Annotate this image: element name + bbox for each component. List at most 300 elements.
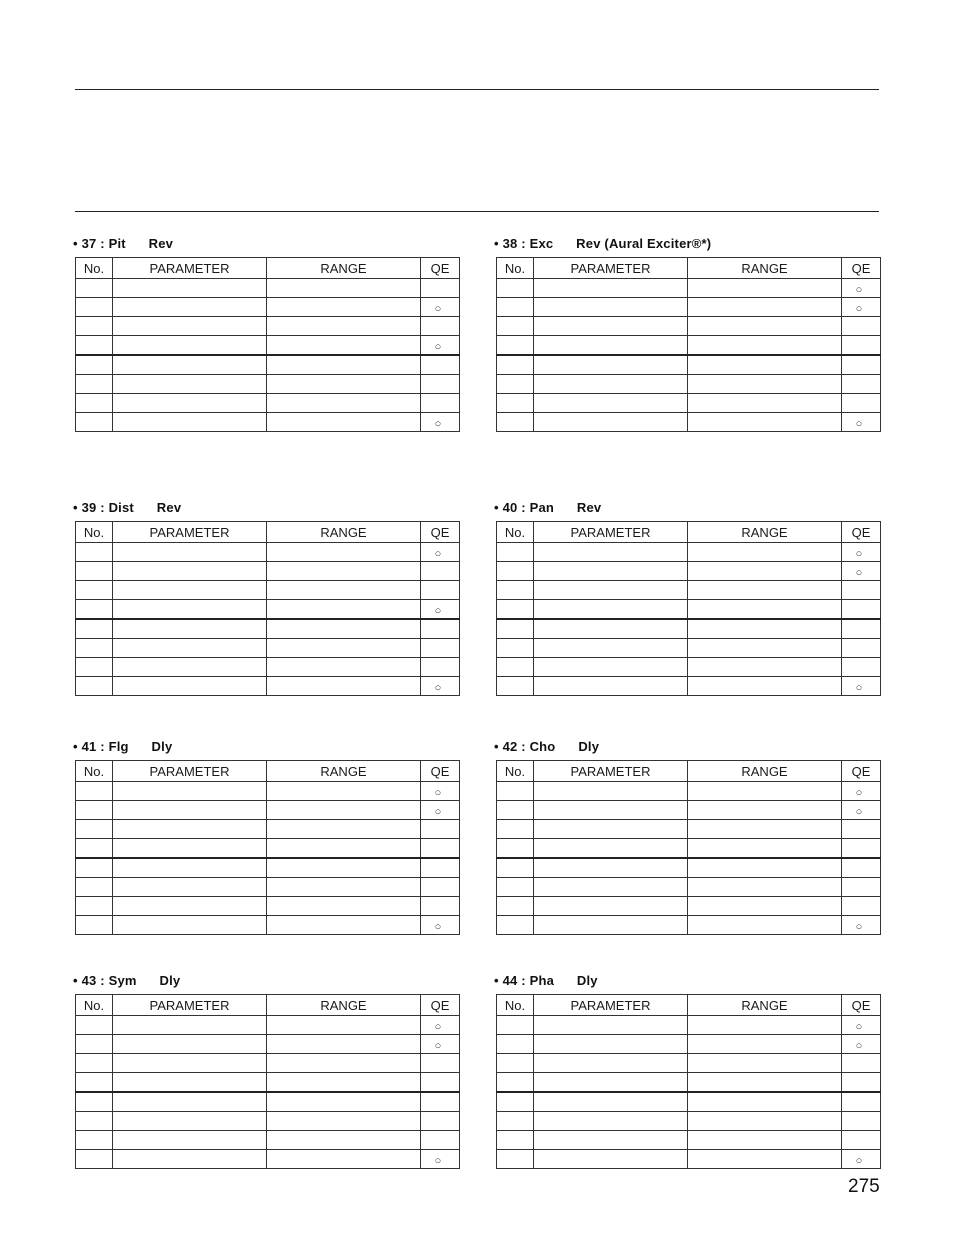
table-row — [76, 782, 460, 801]
header-qe: QE — [842, 995, 881, 1016]
cell-range — [267, 375, 421, 394]
cell-no — [497, 782, 534, 801]
cell-parameter — [534, 639, 688, 658]
cell-qe — [421, 897, 460, 916]
cell-parameter — [534, 897, 688, 916]
header-no: No. — [76, 995, 113, 1016]
cell-qe — [421, 298, 460, 317]
table-row — [497, 839, 881, 859]
cell-qe — [842, 639, 881, 658]
cell-qe — [842, 375, 881, 394]
cell-qe — [421, 279, 460, 298]
header-range: RANGE — [688, 522, 842, 543]
parameter-table — [496, 760, 881, 935]
cell-no — [76, 916, 113, 935]
cell-qe — [421, 858, 460, 878]
qe-circle-mark: ○ — [434, 920, 442, 933]
table-row — [497, 897, 881, 916]
cell-no — [497, 562, 534, 581]
table-row — [76, 581, 460, 600]
cell-no — [76, 801, 113, 820]
cell-range — [267, 1112, 421, 1131]
table-header-row — [76, 995, 460, 1016]
cell-no — [497, 619, 534, 639]
cell-qe — [842, 658, 881, 677]
cell-parameter — [113, 639, 267, 658]
cell-range — [688, 336, 842, 356]
parameter-table — [496, 994, 881, 1169]
parameter-table — [75, 994, 460, 1169]
qe-circle-mark: ○ — [855, 283, 863, 296]
cell-parameter — [113, 782, 267, 801]
table-row — [76, 801, 460, 820]
cell-no — [497, 677, 534, 696]
qe-circle-mark: ○ — [855, 920, 863, 933]
cell-parameter — [113, 897, 267, 916]
cell-no — [76, 543, 113, 562]
cell-range — [688, 279, 842, 298]
second-rule — [75, 211, 879, 212]
header-range: RANGE — [267, 522, 421, 543]
cell-qe — [421, 801, 460, 820]
cell-qe — [842, 298, 881, 317]
table-row — [497, 1054, 881, 1073]
cell-parameter — [113, 820, 267, 839]
table-title: • 39 : Dist Rev — [73, 500, 182, 515]
qe-circle-mark: ○ — [434, 805, 442, 818]
cell-parameter — [534, 600, 688, 620]
cell-range — [688, 1054, 842, 1073]
header-qe: QE — [421, 761, 460, 782]
table-row — [76, 355, 460, 375]
cell-range — [267, 279, 421, 298]
cell-qe — [842, 413, 881, 432]
header-qe: QE — [842, 761, 881, 782]
cell-no — [76, 820, 113, 839]
cell-no — [76, 658, 113, 677]
header-qe: QE — [421, 995, 460, 1016]
qe-circle-mark: ○ — [855, 566, 863, 579]
table-row — [497, 298, 881, 317]
table-row — [76, 839, 460, 859]
cell-qe — [421, 543, 460, 562]
cell-no — [497, 1092, 534, 1112]
cell-range — [267, 581, 421, 600]
cell-no — [497, 858, 534, 878]
cell-no — [497, 801, 534, 820]
cell-qe — [842, 858, 881, 878]
cell-parameter — [113, 1092, 267, 1112]
cell-parameter — [534, 1112, 688, 1131]
table-header-row — [76, 258, 460, 279]
table-row — [76, 317, 460, 336]
cell-no — [76, 355, 113, 375]
parameter-table-block — [73, 236, 459, 432]
table-row — [497, 1016, 881, 1035]
cell-range — [688, 897, 842, 916]
qe-circle-mark: ○ — [434, 1020, 442, 1033]
header-parameter: PARAMETER — [113, 258, 267, 279]
cell-parameter — [534, 562, 688, 581]
cell-parameter — [113, 317, 267, 336]
header-qe: QE — [421, 258, 460, 279]
header-no: No. — [497, 995, 534, 1016]
table-title: • 38 : Exc Rev (Aural Exciter®*) — [494, 236, 712, 251]
parameter-table — [75, 760, 460, 935]
cell-range — [688, 820, 842, 839]
table-row — [497, 639, 881, 658]
cell-no — [76, 878, 113, 897]
cell-range — [688, 801, 842, 820]
qe-circle-mark: ○ — [434, 681, 442, 694]
table-row — [497, 858, 881, 878]
header-no: No. — [497, 761, 534, 782]
table-row — [76, 1073, 460, 1093]
parameter-table-block — [73, 500, 459, 696]
cell-range — [688, 782, 842, 801]
cell-range — [688, 1073, 842, 1093]
cell-parameter — [534, 782, 688, 801]
cell-qe — [842, 1054, 881, 1073]
cell-range — [267, 782, 421, 801]
table-row — [76, 600, 460, 620]
table-row — [76, 1092, 460, 1112]
header-parameter: PARAMETER — [534, 995, 688, 1016]
table-header-row — [497, 258, 881, 279]
cell-no — [497, 543, 534, 562]
table-row — [76, 1035, 460, 1054]
table-row — [497, 413, 881, 432]
cell-range — [688, 298, 842, 317]
cell-qe — [842, 916, 881, 935]
cell-no — [497, 298, 534, 317]
cell-qe — [842, 1150, 881, 1169]
qe-circle-mark: ○ — [434, 604, 442, 617]
cell-range — [267, 1016, 421, 1035]
table-row — [76, 336, 460, 356]
cell-no — [76, 639, 113, 658]
cell-parameter — [113, 375, 267, 394]
cell-range — [688, 658, 842, 677]
cell-parameter — [113, 543, 267, 562]
cell-no — [497, 375, 534, 394]
header-no: No. — [76, 258, 113, 279]
header-range: RANGE — [688, 258, 842, 279]
table-row — [497, 394, 881, 413]
cell-range — [688, 1035, 842, 1054]
cell-qe — [842, 1131, 881, 1150]
header-qe: QE — [842, 522, 881, 543]
cell-qe — [421, 1016, 460, 1035]
cell-qe — [421, 317, 460, 336]
parameter-table-block — [494, 973, 880, 1169]
cell-no — [76, 1035, 113, 1054]
cell-parameter — [113, 279, 267, 298]
qe-circle-mark: ○ — [855, 1039, 863, 1052]
cell-parameter — [534, 916, 688, 935]
cell-qe — [421, 1131, 460, 1150]
table-header-row — [497, 522, 881, 543]
table-header-row — [76, 761, 460, 782]
cell-parameter — [534, 317, 688, 336]
table-row — [497, 801, 881, 820]
cell-qe — [842, 677, 881, 696]
cell-no — [76, 1016, 113, 1035]
cell-no — [76, 375, 113, 394]
cell-range — [267, 858, 421, 878]
cell-qe — [421, 839, 460, 859]
qe-circle-mark: ○ — [855, 681, 863, 694]
cell-qe — [842, 1016, 881, 1035]
cell-parameter — [113, 355, 267, 375]
cell-parameter — [534, 1054, 688, 1073]
header-range: RANGE — [688, 995, 842, 1016]
table-row — [76, 375, 460, 394]
cell-qe — [842, 279, 881, 298]
header-range: RANGE — [267, 995, 421, 1016]
table-row — [497, 677, 881, 696]
cell-range — [267, 839, 421, 859]
cell-parameter — [113, 298, 267, 317]
cell-qe — [421, 1150, 460, 1169]
table-row — [497, 336, 881, 356]
cell-parameter — [534, 878, 688, 897]
cell-qe — [842, 355, 881, 375]
table-row — [497, 581, 881, 600]
cell-range — [688, 878, 842, 897]
cell-parameter — [113, 1150, 267, 1169]
header-range: RANGE — [267, 761, 421, 782]
cell-no — [76, 1054, 113, 1073]
cell-parameter — [113, 878, 267, 897]
table-row — [76, 279, 460, 298]
qe-circle-mark: ○ — [434, 547, 442, 560]
cell-range — [267, 916, 421, 935]
table-row — [497, 619, 881, 639]
cell-parameter — [534, 394, 688, 413]
cell-no — [76, 858, 113, 878]
header-parameter: PARAMETER — [113, 995, 267, 1016]
cell-qe — [842, 1092, 881, 1112]
cell-no — [76, 581, 113, 600]
table-row — [497, 1073, 881, 1093]
table-row — [497, 1112, 881, 1131]
table-row — [497, 375, 881, 394]
cell-qe — [842, 782, 881, 801]
cell-parameter — [534, 1016, 688, 1035]
parameter-table — [496, 521, 881, 696]
cell-parameter — [534, 1150, 688, 1169]
cell-parameter — [534, 1131, 688, 1150]
cell-no — [76, 336, 113, 356]
cell-range — [688, 317, 842, 336]
cell-qe — [842, 1035, 881, 1054]
table-row — [76, 619, 460, 639]
cell-no — [497, 581, 534, 600]
top-rule — [75, 89, 879, 90]
cell-no — [497, 639, 534, 658]
cell-qe — [421, 562, 460, 581]
cell-no — [76, 677, 113, 696]
cell-qe — [842, 600, 881, 620]
qe-circle-mark: ○ — [434, 340, 442, 353]
cell-qe — [842, 820, 881, 839]
table-header-row — [76, 522, 460, 543]
cell-no — [497, 1131, 534, 1150]
cell-qe — [421, 782, 460, 801]
cell-parameter — [113, 858, 267, 878]
header-parameter: PARAMETER — [534, 522, 688, 543]
cell-qe — [421, 1035, 460, 1054]
cell-range — [267, 897, 421, 916]
cell-qe — [421, 336, 460, 356]
cell-qe — [842, 619, 881, 639]
cell-qe — [842, 1112, 881, 1131]
table-row — [76, 658, 460, 677]
cell-no — [76, 897, 113, 916]
table-row — [497, 562, 881, 581]
table-row — [76, 298, 460, 317]
cell-parameter — [534, 581, 688, 600]
cell-no — [497, 658, 534, 677]
cell-no — [497, 355, 534, 375]
cell-parameter — [534, 375, 688, 394]
cell-qe — [842, 336, 881, 356]
header-range: RANGE — [688, 761, 842, 782]
cell-no — [497, 394, 534, 413]
cell-qe — [421, 1112, 460, 1131]
table-row — [76, 1054, 460, 1073]
parameter-table — [75, 257, 460, 432]
cell-no — [76, 413, 113, 432]
header-qe: QE — [421, 522, 460, 543]
cell-qe — [842, 801, 881, 820]
cell-parameter — [534, 1092, 688, 1112]
cell-no — [76, 1073, 113, 1093]
parameter-table-block — [73, 973, 459, 1169]
table-title: • 43 : Sym Dly — [73, 973, 181, 988]
cell-range — [688, 1131, 842, 1150]
cell-no — [497, 1016, 534, 1035]
cell-qe — [842, 878, 881, 897]
cell-range — [267, 619, 421, 639]
cell-range — [688, 1092, 842, 1112]
table-row — [76, 1112, 460, 1131]
cell-parameter — [113, 801, 267, 820]
cell-range — [267, 1150, 421, 1169]
cell-no — [76, 279, 113, 298]
cell-no — [497, 1150, 534, 1169]
table-row — [76, 1016, 460, 1035]
table-row — [497, 1131, 881, 1150]
cell-parameter — [113, 677, 267, 696]
cell-parameter — [534, 839, 688, 859]
header-parameter: PARAMETER — [534, 258, 688, 279]
table-row — [497, 1150, 881, 1169]
cell-parameter — [534, 658, 688, 677]
qe-circle-mark: ○ — [855, 1154, 863, 1167]
cell-no — [497, 839, 534, 859]
qe-circle-mark: ○ — [855, 547, 863, 560]
cell-qe — [421, 1054, 460, 1073]
cell-range — [688, 581, 842, 600]
table-row — [76, 916, 460, 935]
cell-no — [76, 600, 113, 620]
cell-range — [267, 1054, 421, 1073]
cell-range — [688, 839, 842, 859]
table-title: • 42 : Cho Dly — [494, 739, 600, 754]
cell-parameter — [113, 336, 267, 356]
cell-range — [267, 878, 421, 897]
cell-range — [688, 600, 842, 620]
cell-parameter — [534, 820, 688, 839]
cell-parameter — [113, 619, 267, 639]
table-title: • 40 : Pan Rev — [494, 500, 602, 515]
cell-qe — [842, 581, 881, 600]
qe-circle-mark: ○ — [855, 1020, 863, 1033]
table-row — [497, 543, 881, 562]
parameter-table-block — [494, 236, 880, 432]
cell-parameter — [113, 581, 267, 600]
cell-range — [688, 639, 842, 658]
cell-no — [497, 1054, 534, 1073]
cell-qe — [421, 581, 460, 600]
header-parameter: PARAMETER — [113, 761, 267, 782]
table-row — [497, 355, 881, 375]
cell-parameter — [113, 839, 267, 859]
cell-range — [267, 562, 421, 581]
header-range: RANGE — [267, 258, 421, 279]
cell-range — [267, 658, 421, 677]
cell-no — [76, 619, 113, 639]
cell-no — [76, 298, 113, 317]
table-row — [497, 782, 881, 801]
cell-range — [688, 394, 842, 413]
cell-no — [497, 1035, 534, 1054]
cell-range — [267, 317, 421, 336]
table-header-row — [497, 995, 881, 1016]
cell-no — [76, 1092, 113, 1112]
cell-parameter — [534, 801, 688, 820]
table-row — [76, 1150, 460, 1169]
cell-parameter — [534, 413, 688, 432]
cell-parameter — [534, 1035, 688, 1054]
cell-qe — [421, 394, 460, 413]
header-no: No. — [76, 761, 113, 782]
cell-parameter — [113, 562, 267, 581]
table-title: • 44 : Pha Dly — [494, 973, 598, 988]
cell-range — [267, 336, 421, 356]
cell-parameter — [534, 619, 688, 639]
cell-range — [267, 1035, 421, 1054]
cell-range — [267, 1073, 421, 1093]
table-row — [497, 317, 881, 336]
table-row — [497, 820, 881, 839]
table-row — [76, 394, 460, 413]
parameter-table — [496, 257, 881, 432]
cell-no — [76, 317, 113, 336]
cell-parameter — [113, 1016, 267, 1035]
cell-qe — [421, 878, 460, 897]
header-qe: QE — [842, 258, 881, 279]
cell-qe — [421, 677, 460, 696]
cell-qe — [421, 355, 460, 375]
parameter-table-block — [494, 500, 880, 696]
parameter-table — [75, 521, 460, 696]
cell-parameter — [534, 298, 688, 317]
table-row — [76, 858, 460, 878]
cell-parameter — [113, 600, 267, 620]
